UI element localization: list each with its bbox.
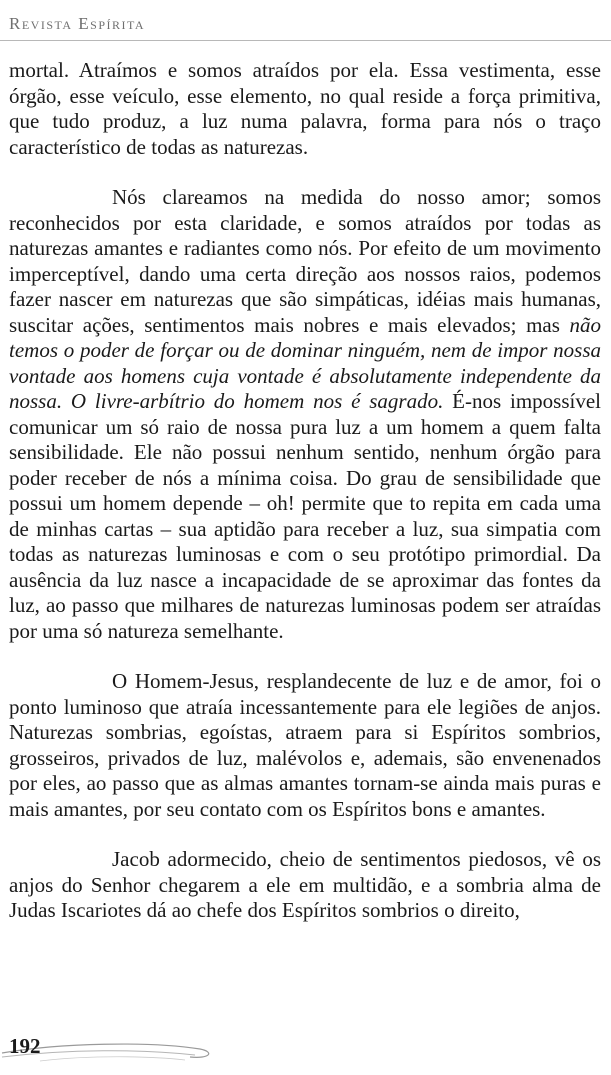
paragraph-2-end: É-nos impossível comunicar um só raio de nossa pura luz a um homem a quem falta sensibilidade. Ele não possui nenhum sentido, nenhum órgão para poder receber de nós a mínima coisa. Do grau de sensibilidade que possui um homem depende – oh! permite que to repita em cada uma de minhas cartas – sua aptidão para receber a luz, sua simpatia com todas as naturezas luminosas e com o seu protótipo primordial. Da ausência da luz nasce a incapacidade de se aproximar das fontes da luz, ao passo que milhares de naturezas luminosas podem ser atraídas por uma só natureza semelhante. bbox=[9, 389, 601, 643]
paragraph-4: Jacob adormecido, cheio de sentimentos piedosos, vê os anjos do Senhor chegarem a ele em multidão, e a sombria alma de Judas Iscariotes dá ao chefe dos Espíritos sombrios o direito, bbox=[9, 847, 601, 922]
running-header: Revista Espírita bbox=[9, 14, 146, 33]
paragraph-2-italic: não temos o poder de forçar ou de dominar ninguém, nem de impor nossa vontade aos homens cuja vontade é absolutamente independente da nossa. O livre-arbítrio do homem nos é sagrado. bbox=[9, 312, 601, 413]
paragraph-2 bbox=[9, 185, 601, 644]
page-body bbox=[9, 58, 601, 924]
paragraph-1: mortal. Atraímos e somos atraídos por ela. Essa vestimenta, esse órgão, esse veículo, esse elemento, no qual reside a força primitiva, que tudo produz, a luz numa palavra, forma para nós o traço característico de todas as naturezas. bbox=[9, 58, 601, 159]
paragraph-2-start: Nós clareamos na medida do nosso amor; somos reconhecidos por esta claridade, e somos atraídos por todas as naturezas amantes e radiantes como nós. Por efeito de um movimento imperceptível, dando uma certa direção aos nossos raios, podemos fazer nascer em naturezas que são simpáticas, idéias mais humanas, suscitar ações, sentimentos mais nobres e mais elevados; mas bbox=[9, 185, 601, 337]
paragraph-3: O Homem-Jesus, resplandecente de luz e de amor, foi o ponto luminoso que atraía incessantemente para ele legiões de anjos. Naturezas sombrias, egoístas, atraem para si Espíritos sombrios, grosseiros, privados de luz, malévolos e, ademais, são envenenados por eles, ao passo que as almas amantes tornam-se ainda mais puras e mais amantes, por seu contato com os Espíritos bons e amantes. bbox=[9, 669, 601, 821]
page-number: 192 bbox=[9, 1034, 41, 1058]
header-rule bbox=[0, 40, 611, 41]
